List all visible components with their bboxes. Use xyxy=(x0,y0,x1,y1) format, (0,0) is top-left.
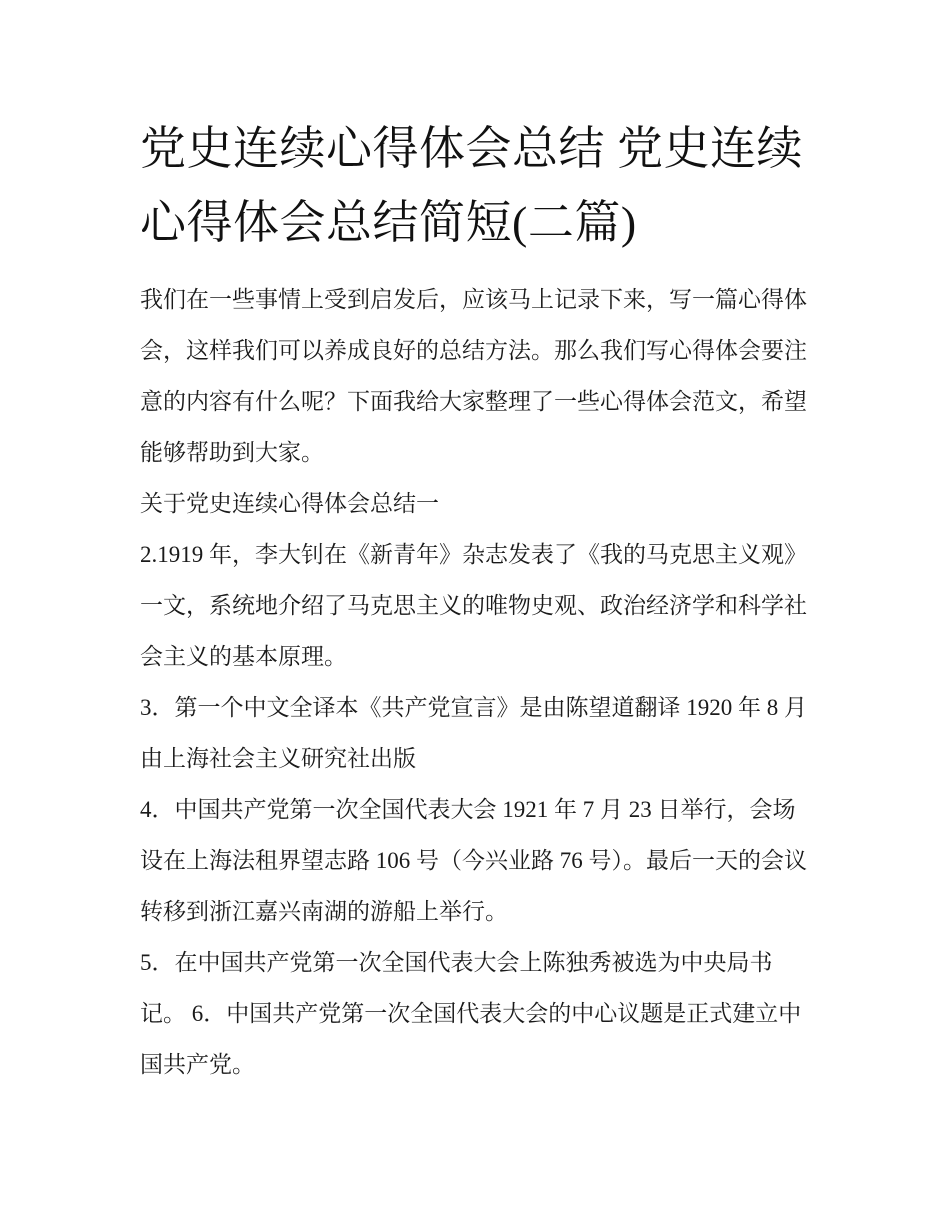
intro-paragraph: 我们在一些事情上受到启发后，应该马上记录下来，写一篇心得体会，这样我们可以养成良好的总结方法。那么我们写心得体会要注意的内容有什么呢？下面我给大家整理了一些心得体会范文，希望能够帮助到大家。 xyxy=(140,287,807,465)
list-item: 3．第一个中文全译本《共产党宣言》是由陈望道翻译 1920 年 8 月由上海社会主义研究社出版 xyxy=(140,695,807,771)
list-item: 2.1919 年，李大钊在《新青年》杂志发表了《我的马克思主义观》一文，系统地介绍了马克思主义的唯物史观、政治经济学和科学社会主义的基本原理。 xyxy=(140,542,807,669)
list-item: 5．在中国共产党第一次全国代表大会上陈独秀被选为中央局书记。 6．中国共产党第一次全国代表大会的中心议题是正式建立中国共产党。 xyxy=(140,950,802,1077)
document-title: 党史连续心得体会总结 党史连续心得体会总结简短(二篇) xyxy=(140,123,803,248)
document-body xyxy=(140,112,815,1090)
section-heading: 关于党史连续心得体会总结一 xyxy=(140,491,439,516)
list-item: 4．中国共产党第一次全国代表大会 1921 年 7 月 23 日举行，会场设在上海法租界望志路 106 号（今兴业路 76 号）。最后一天的会议转移到浙江嘉兴南湖的游船上举行。 xyxy=(140,797,807,924)
